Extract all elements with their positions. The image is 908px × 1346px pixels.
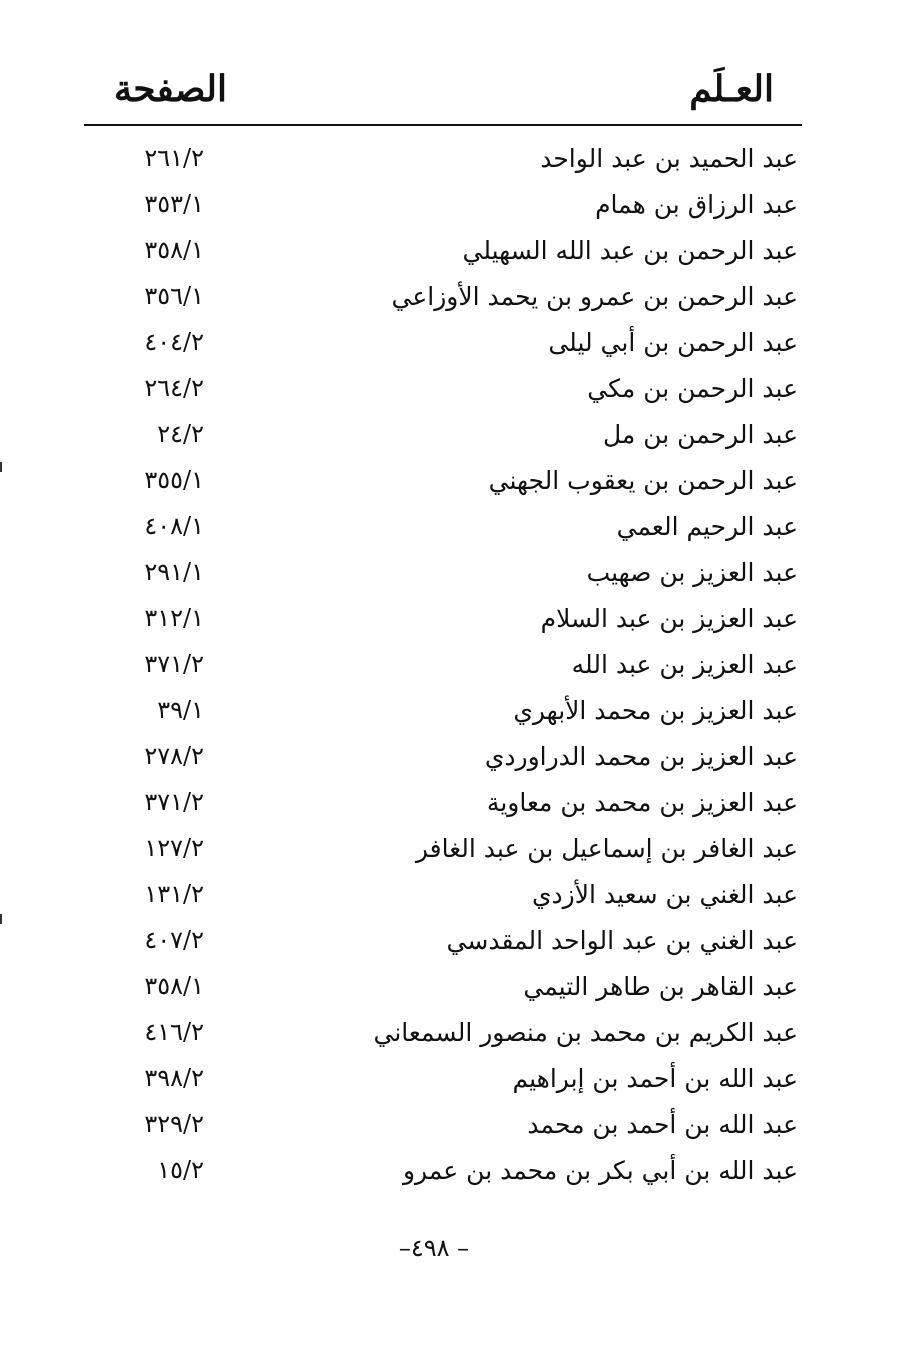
entry-name: عبد الرحيم العمي [616,512,798,541]
entry-page-ref: ١٣١/٢ [144,880,204,908]
index-entry [84,186,802,232]
entry-page-ref: ٣٩/١ [157,696,204,724]
entry-name: عبد الرحمن بن مل [602,420,798,449]
index-entry [84,324,802,370]
index-entry [84,1106,802,1152]
entry-page-ref: ٣٥٣/١ [144,190,204,218]
index-entry [84,462,802,508]
entry-page-ref: ٢٩١/١ [144,558,204,586]
entry-name: عبد العزيز بن صهيب [586,558,798,587]
index-entry [84,232,802,278]
index-entry [84,508,802,554]
entry-page-ref: ١٢٧/٢ [144,834,204,862]
entry-name: عبد العزيز بن محمد الأبهري [513,696,798,725]
entry-page-ref: ٤٠٧/٢ [144,926,204,954]
entry-name: عبد الرحمن بن عبد الله السهيلي [462,236,798,265]
entry-page-ref: ١٥/٢ [157,1156,204,1184]
page-column-heading: الصفحة [114,68,227,110]
entry-name: عبد الرحمن بن عمرو بن يحمد الأوزاعي [391,282,798,311]
index-entry [84,416,802,462]
index-entries [84,140,802,1198]
name-column-heading: العـلَم [689,68,774,110]
index-entry [84,1152,802,1198]
entry-page-ref: ٤٠٨/١ [144,512,204,540]
index-entry [84,140,802,186]
entry-name: عبد الله بن أحمد بن محمد [527,1110,798,1139]
entry-page-ref: ٣٢٩/٢ [144,1110,204,1138]
entry-name: عبد القاهر بن طاهر التيمي [523,972,798,1001]
index-entry [84,1060,802,1106]
entry-page-ref: ٣٧١/٢ [144,650,204,678]
index-entry [84,784,802,830]
index-entry [84,554,802,600]
header-rule [84,124,802,126]
entry-page-ref: ٣١٢/١ [144,604,204,632]
entry-page-ref: ٢٧٨/٢ [144,742,204,770]
entry-page-ref: ٣٥٦/١ [144,282,204,310]
index-entry [84,370,802,416]
entry-page-ref: ٤٠٤/٢ [144,328,204,356]
entry-name: عبد الغني بن عبد الواحد المقدسي [446,926,798,955]
entry-page-ref: ٣٩٨/٢ [144,1064,204,1092]
entry-page-ref: ٤١٦/٢ [144,1018,204,1046]
entry-page-ref: ٢٦١/٢ [144,144,204,172]
entry-name: عبد الله بن أبي بكر بن محمد بن عمرو [402,1156,798,1185]
entry-page-ref: ٣٥٨/١ [144,972,204,1000]
entry-name: عبد العزيز بن محمد الدراوردي [484,742,798,771]
entry-name: عبد الرحمن بن مكي [587,374,798,403]
entry-name: عبد العزيز بن محمد بن معاوية [486,788,798,817]
binding-mark [0,462,8,472]
index-entry [84,692,802,738]
entry-name: عبد الرحمن بن أبي ليلى [548,328,798,357]
page-number: – ٤٩٨– [398,1234,470,1262]
index-entry [84,1014,802,1060]
entry-name: عبد الرزاق بن همام [595,190,798,219]
index-entry [84,600,802,646]
index-entry [84,646,802,692]
entry-name: عبد الكريم بن محمد بن منصور السمعاني [373,1018,798,1047]
index-entry [84,278,802,324]
entry-name: عبد الله بن أحمد بن إبراهيم [512,1064,798,1093]
entry-name: عبد العزيز بن عبد السلام [540,604,798,633]
entry-name: عبد الرحمن بن يعقوب الجهني [488,466,798,495]
index-entry [84,922,802,968]
entry-page-ref: ٢٤/٢ [157,420,204,448]
index-entry [84,876,802,922]
index-entry [84,738,802,784]
index-header [84,68,802,118]
entry-page-ref: ٢٦٤/٢ [144,374,204,402]
entry-page-ref: ٣٥٨/١ [144,236,204,264]
index-entry [84,968,802,1014]
entry-name: عبد الحميد بن عبد الواحد [540,144,798,173]
entry-name: عبد العزيز بن عبد الله [571,650,798,679]
entry-name: عبد الغني بن سعيد الأزدي [531,880,798,909]
binding-mark [0,914,8,924]
entry-name: عبد الغافر بن إسماعيل بن عبد الغافر [415,834,798,863]
entry-page-ref: ٣٧١/٢ [144,788,204,816]
entry-page-ref: ٣٥٥/١ [144,466,204,494]
index-entry [84,830,802,876]
